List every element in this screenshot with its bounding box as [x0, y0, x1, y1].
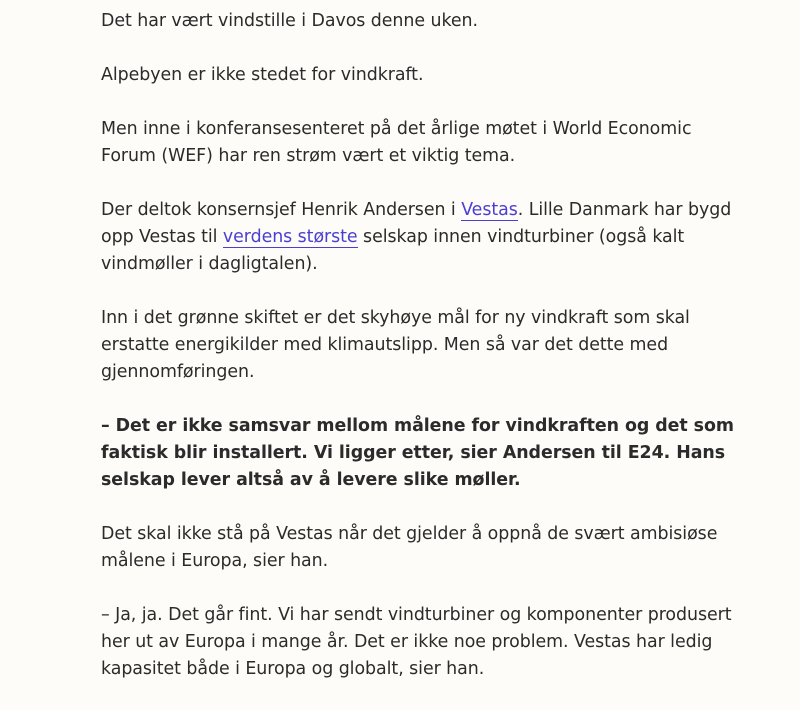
largest-link[interactable]: verdens største — [222, 227, 358, 247]
paragraph-8: – Ja, ja. Det går fint. Vi har sendt vindturbiner og komponenter produsert her ut av Europa i mange år. Det er ikke noe problem. Vestas har ledig kapasitet både i Europa og globalt, sier han. — [101, 605, 732, 679]
paragraph-3: Men inne i konferansesenteret på det årlige møtet i World Economic Forum (WEF) har ren strøm vært et viktig tema. — [101, 119, 692, 166]
paragraph-4-text-c: selskap innen vindturbiner (også kalt vindmøller i dagligtalen). — [101, 227, 685, 274]
vestas-link[interactable]: Vestas — [461, 200, 518, 220]
paragraph-1: Det har vært vindstille i Davos denne uken. — [101, 11, 478, 31]
quote-paragraph: – Det er ikke samsvar mellom målene for vindkraften og det som faktisk blir installert. Vi ligger etter, sier Andersen til E24. Hans selskap lever altså av å levere slike møller. — [101, 416, 734, 490]
paragraph-4-text-b: . Lille Danmark har bygd opp Vestas til — [101, 200, 732, 247]
paragraph-2: Alpebyen er ikke stedet for vindkraft. — [101, 65, 424, 85]
paragraph-4-text-a: Der deltok konsernsjef Henrik Andersen i — [101, 200, 462, 220]
paragraph-4 — [101, 197, 751, 278]
article-body — [101, 8, 751, 710]
paragraph-5: Inn i det grønne skiftet er det skyhøye mål for ny vindkraft som skal erstatte energikilder med klimautslipp. Men så var det dette med gjennomføringen. — [101, 308, 690, 382]
paragraph-7: Det skal ikke stå på Vestas når det gjelder å oppnå de svært ambisiøse målene i Europa, sier han. — [101, 524, 718, 571]
